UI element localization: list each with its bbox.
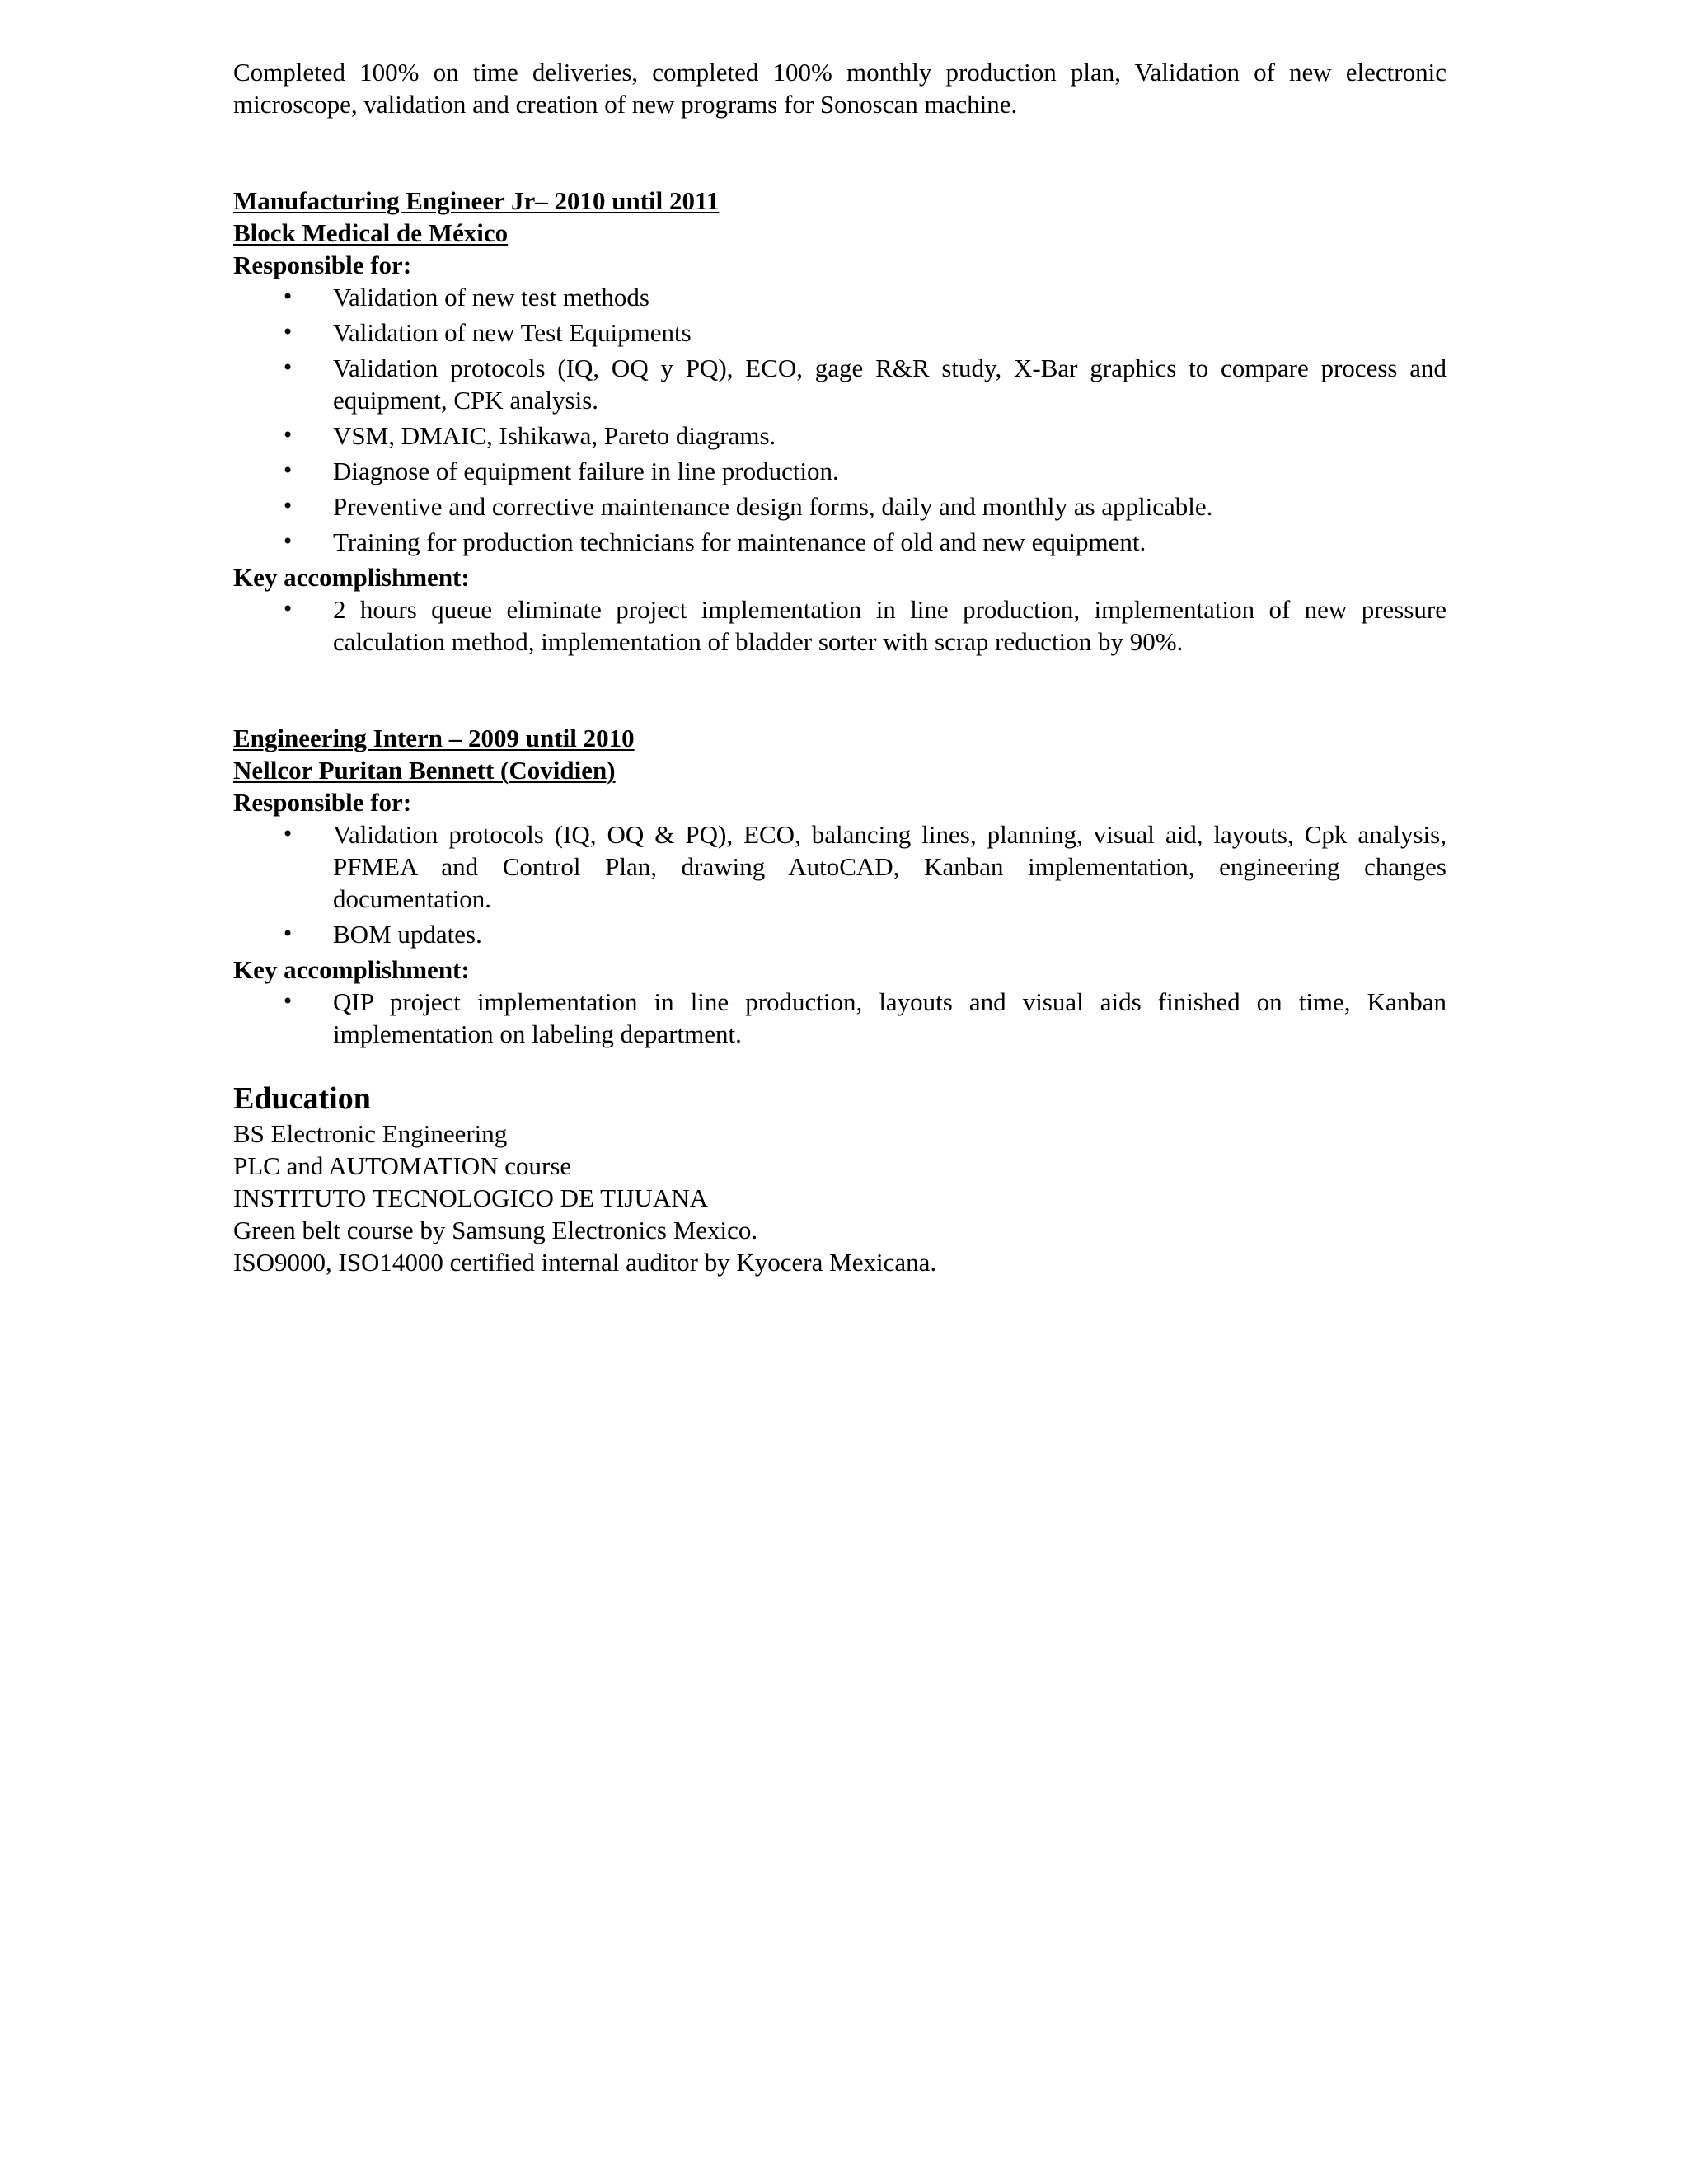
list-item-text: BOM updates.	[333, 920, 482, 949]
bullet-icon: •	[282, 356, 294, 379]
education-line: Green belt course by Samsung Electronics Mexico.	[233, 1216, 758, 1244]
job-company: Nellcor Puritan Bennett (Covidien)	[233, 756, 616, 785]
job-company: Block Medical de México	[233, 218, 509, 247]
education-section	[233, 1080, 1447, 1278]
bullet-icon: •	[282, 922, 294, 945]
accomplishments-list	[233, 593, 1447, 658]
resume-page	[233, 56, 1447, 1278]
list-item	[233, 986, 1447, 1050]
bullet-icon: •	[282, 494, 294, 518]
list-item	[233, 455, 1447, 487]
bullet-icon: •	[282, 424, 294, 447]
list-item-text: Validation of new Test Equipments	[333, 318, 692, 347]
list-item-text: Training for production technicians for maintenance of old and new equipment.	[333, 527, 1146, 556]
accomplishment-label: Key accomplishment:	[233, 563, 470, 592]
list-item	[233, 281, 1447, 313]
list-item-text: 2 hours queue eliminate project implementation in line production, implementation of new pressure calculation method, implementation of bladder sorter with scrap reduction by 90%.	[333, 595, 1447, 656]
list-item	[233, 818, 1447, 915]
education-line: PLC and AUTOMATION course	[233, 1151, 572, 1180]
bullet-icon: •	[282, 598, 294, 621]
list-item	[233, 593, 1447, 658]
bullet-icon: •	[282, 321, 294, 344]
accomplishment-label: Key accomplishment:	[233, 955, 470, 984]
list-item	[233, 526, 1447, 558]
list-item	[233, 419, 1447, 452]
list-item-text: Validation protocols (IQ, OQ y PQ), ECO, gage R&R study, X-Bar graphics to compare process and equipment, CPK analysis.	[333, 354, 1447, 415]
list-item-text: Preventive and corrective maintenance design forms, daily and monthly as applicable.	[333, 492, 1213, 521]
list-item-text: Diagnose of equipment failure in line production.	[333, 457, 839, 485]
education-line: ISO9000, ISO14000 certified internal auditor by Kyocera Mexicana.	[233, 1248, 937, 1277]
job-entry-1	[233, 185, 1447, 658]
list-item	[233, 316, 1447, 349]
intro-paragraph: Completed 100% on time deliveries, completed 100% monthly production plan, Validation of new electronic microscope, validation and creation of new programs for Sonoscan machine.	[233, 58, 1447, 119]
list-item	[233, 352, 1447, 416]
education-line: BS Electronic Engineering	[233, 1119, 508, 1148]
responsible-label: Responsible for:	[233, 251, 412, 279]
list-item-text: Validation of new test methods	[333, 283, 649, 312]
responsibilities-list	[233, 818, 1447, 950]
bullet-icon: •	[282, 459, 294, 482]
section-heading: Education	[233, 1081, 371, 1116]
list-item-text: VSM, DMAIC, Ishikawa, Pareto diagrams.	[333, 421, 776, 450]
list-item	[233, 490, 1447, 523]
job-title: Engineering Intern – 2009 until 2010	[233, 724, 635, 752]
bullet-icon: •	[282, 990, 294, 1013]
list-item-text: Validation protocols (IQ, OQ & PQ), ECO, balancing lines, planning, visual aid, layouts, Cpk analysis, PFMEA and Control Plan, drawing AutoCAD, Kanban implementation, engineering changes documentation.	[333, 820, 1447, 913]
list-item-text: QIP project implementation in line production, layouts and visual aids finished on time, Kanban implementation on labeling department.	[333, 987, 1447, 1048]
accomplishments-list	[233, 986, 1447, 1050]
education-line: INSTITUTO TECNOLOGICO DE TIJUANA	[233, 1183, 709, 1212]
job-entry-2	[233, 722, 1447, 1050]
bullet-icon: •	[282, 530, 294, 553]
responsibilities-list	[233, 281, 1447, 558]
bullet-icon: •	[282, 823, 294, 846]
job-title: Manufacturing Engineer Jr– 2010 until 2011	[233, 186, 720, 215]
bullet-icon: •	[282, 285, 294, 308]
responsible-label: Responsible for:	[233, 788, 412, 817]
list-item	[233, 918, 1447, 950]
